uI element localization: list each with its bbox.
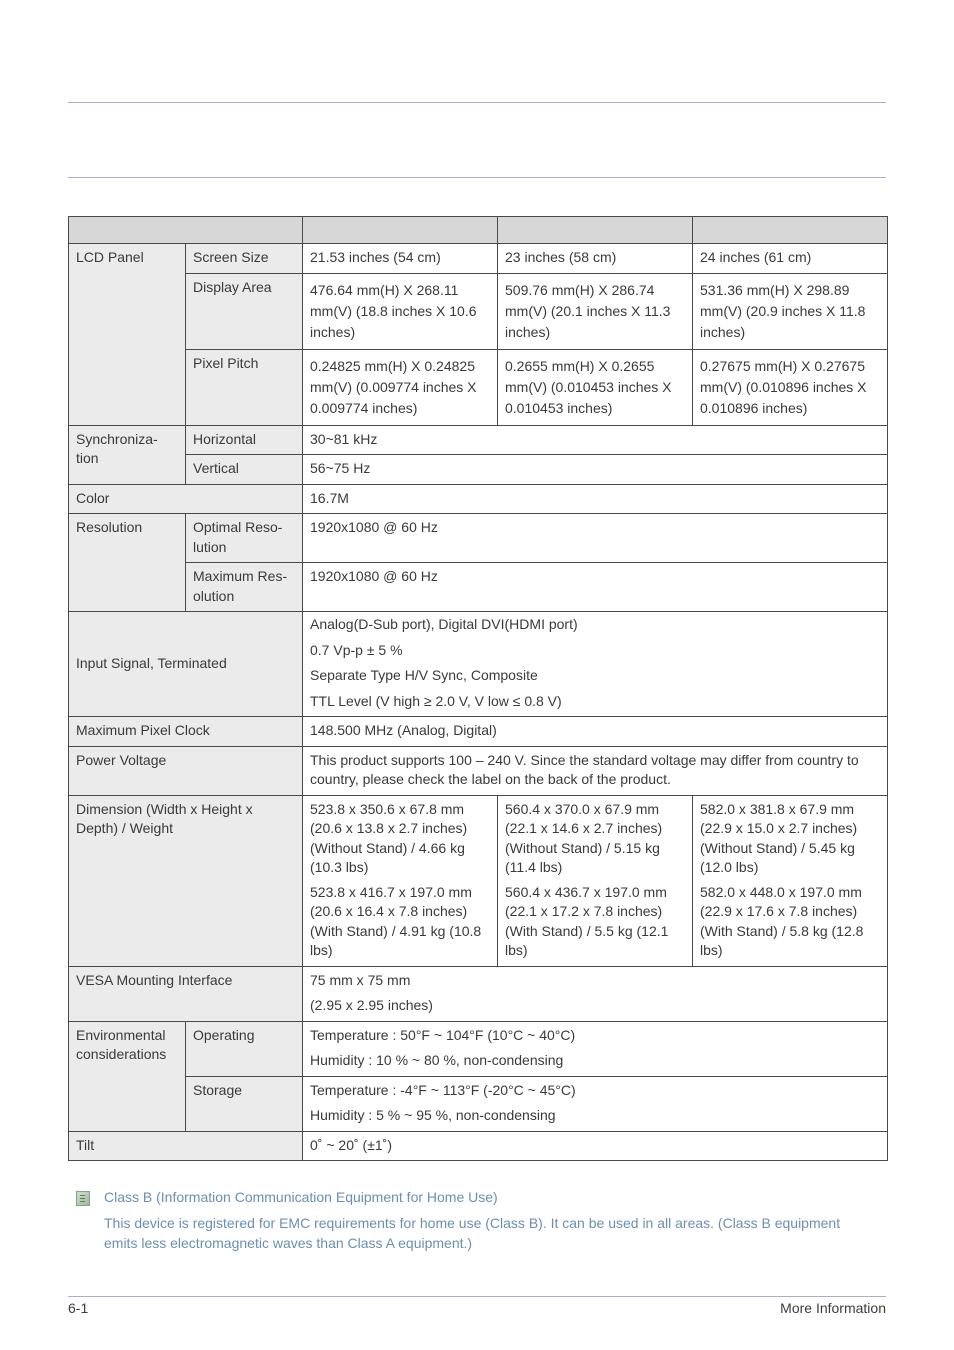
table-row [69, 563, 888, 612]
display-area-value: 509.76 mm(H) X 286.74 mm(V) (20.1 inches X 11.3 inches) [498, 273, 693, 349]
table-row [69, 966, 888, 1021]
table-row [69, 746, 888, 795]
optimal-resolution-value: 1920x1080 @ 60 Hz [303, 514, 888, 563]
dimension-with-stand: 523.8 x 416.7 x 197.0 mm (20.6 x 16.4 x 7.8 inches) (With Stand) / 4.91 kg (10.8 lbs) [310, 883, 482, 958]
dimension-without-stand: 582.0 x 381.8 x 67.9 mm (22.9 x 15.0 x 2.7 inches) (Without Stand) / 5.45 kg (12.0 lbs) [700, 800, 858, 875]
storage-line: Humidity : 5 % ~ 95 %, non-condensing [310, 1107, 556, 1123]
note-title: Class B (Information Communication Equipment for Home Use) [104, 1189, 498, 1205]
pixel-pitch-value: 0.27675 mm(H) X 0.27675 mm(V) (0.010896 inches X 0.010896 inches) [693, 349, 888, 425]
table-row [69, 717, 888, 747]
pixel-pitch-value: 0.2655 mm(H) X 0.2655 mm(V) (0.010453 inches X 0.010453 inches) [498, 349, 693, 425]
footer-rule [68, 1296, 886, 1297]
table-row [69, 484, 888, 514]
section-rule [68, 177, 886, 178]
header-cell [69, 217, 303, 244]
input-signal-line: TTL Level (V high ≥ 2.0 V, V low ≤ 0.8 V) [310, 692, 562, 709]
table-row [69, 349, 888, 425]
table-row [69, 425, 888, 455]
max-pixel-clock-value: 148.500 MHz (Analog, Digital) [303, 717, 888, 747]
screen-size-value: 24 inches (61 cm) [693, 244, 888, 274]
screen-size-value: 23 inches (58 cm) [498, 244, 693, 274]
dimension-value [693, 795, 888, 966]
vesa-value [303, 966, 888, 1021]
vertical-value: 56~75 Hz [303, 455, 888, 485]
dimension-with-stand: 560.4 x 436.7 x 197.0 mm (22.1 x 17.2 x 7.8 inches) (With Stand) / 5.5 kg (12.1 lbs) [505, 883, 669, 958]
header-cell [693, 217, 888, 244]
display-area-value: 531.36 mm(H) X 298.89 mm(V) (20.9 inches X 11.8 inches) [693, 273, 888, 349]
operating-label: Operating [186, 1021, 303, 1076]
table-row [69, 612, 888, 717]
dimension-label: Dimension (Width x Height x Depth) / Weight [69, 795, 303, 966]
input-signal-value [303, 612, 888, 717]
operating-line: Humidity : 10 % ~ 80 %, non-condensing [310, 1052, 564, 1068]
screen-size-value: 21.53 inches (54 cm) [303, 244, 498, 274]
table-row [69, 455, 888, 485]
input-signal-line: Analog(D-Sub port), Digital DVI(HDMI port) [310, 616, 578, 632]
table-row [69, 795, 888, 966]
resolution-label: Resolution [69, 514, 186, 612]
table-row [69, 273, 888, 349]
power-voltage-value: This product supports 100 – 240 V. Since the standard voltage may differ from country to country, please check the label on the back of the product. [303, 746, 888, 795]
horizontal-label: Horizontal [186, 425, 303, 455]
header-cell [498, 217, 693, 244]
color-value: 16.7M [303, 484, 888, 514]
optimal-resolution-label: Optimal Reso-lution [186, 514, 303, 563]
maximum-resolution-label: Maximum Res-olution [186, 563, 303, 612]
table-row [69, 1021, 888, 1076]
power-voltage-label: Power Voltage [69, 746, 303, 795]
synchronization-label: Synchroniza-tion [69, 425, 186, 484]
operating-value [303, 1021, 888, 1076]
page-number: 6-1 [68, 1300, 89, 1316]
dimension-value [498, 795, 693, 966]
tilt-label: Tilt [69, 1131, 303, 1161]
vertical-label: Vertical [186, 455, 303, 485]
table-row [69, 1076, 888, 1131]
table-row [69, 1131, 888, 1161]
table-row [69, 244, 888, 274]
note-icon [76, 1191, 90, 1206]
horizontal-value: 30~81 kHz [303, 425, 888, 455]
storage-value [303, 1076, 888, 1131]
lcd-panel-label: LCD Panel [69, 244, 186, 426]
note-body: This device is registered for EMC requirements for home use (Class B). It can be used in all areas. (Class B equipment emits less electromagnetic waves than Class A equipment.) [104, 1215, 841, 1251]
environmental-label: Environmental considerations [69, 1021, 186, 1131]
footer-section-title: More Information [780, 1300, 886, 1316]
storage-line: Temperature : -4°F ~ 113°F (-20°C ~ 45°C) [310, 1081, 576, 1098]
pixel-pitch-value: 0.24825 mm(H) X 0.24825 mm(V) (0.009774 inches X 0.009774 inches) [303, 349, 498, 425]
operating-line: Temperature : 50°F ~ 104°F (10°C ~ 40°C) [310, 1026, 576, 1043]
dimension-value [303, 795, 498, 966]
vesa-line: 75 mm x 75 mm [310, 971, 411, 988]
table-row [69, 514, 888, 563]
top-rule [68, 102, 886, 103]
vesa-label: VESA Mounting Interface [69, 966, 303, 1021]
screen-size-label: Screen Size [186, 244, 303, 274]
max-pixel-clock-label: Maximum Pixel Clock [69, 717, 303, 747]
storage-label: Storage [186, 1076, 303, 1131]
input-signal-line: Separate Type H/V Sync, Composite [310, 667, 538, 683]
display-area-label: Display Area [186, 273, 303, 349]
input-signal-line: 0.7 Vp-p ± 5 % [310, 641, 403, 658]
display-area-value: 476.64 mm(H) X 268.11 mm(V) (18.8 inches X 10.6 inches) [303, 273, 498, 349]
maximum-resolution-value: 1920x1080 @ 60 Hz [303, 563, 888, 612]
table-header-row [69, 217, 888, 244]
dimension-without-stand: 523.8 x 350.6 x 67.8 mm (20.6 x 13.8 x 2.7 inches) (Without Stand) / 4.66 kg (10.3 lbs) [310, 800, 468, 875]
vesa-line: (2.95 x 2.95 inches) [310, 997, 433, 1013]
header-cell [303, 217, 498, 244]
color-label: Color [69, 484, 303, 514]
pixel-pitch-label: Pixel Pitch [186, 349, 303, 425]
dimension-with-stand: 582.0 x 448.0 x 197.0 mm (22.9 x 17.6 x 7.8 inches) (With Stand) / 5.8 kg (12.8 lbs) [700, 883, 864, 958]
input-signal-label: Input Signal, Terminated [69, 612, 303, 717]
dimension-without-stand: 560.4 x 370.0 x 67.9 mm (22.1 x 14.6 x 2.7 inches) (Without Stand) / 5.15 kg (11.4 lbs) [505, 800, 663, 875]
specifications-table [68, 216, 888, 1161]
tilt-value: 0˚ ~ 20˚ (±1˚) [303, 1131, 888, 1161]
